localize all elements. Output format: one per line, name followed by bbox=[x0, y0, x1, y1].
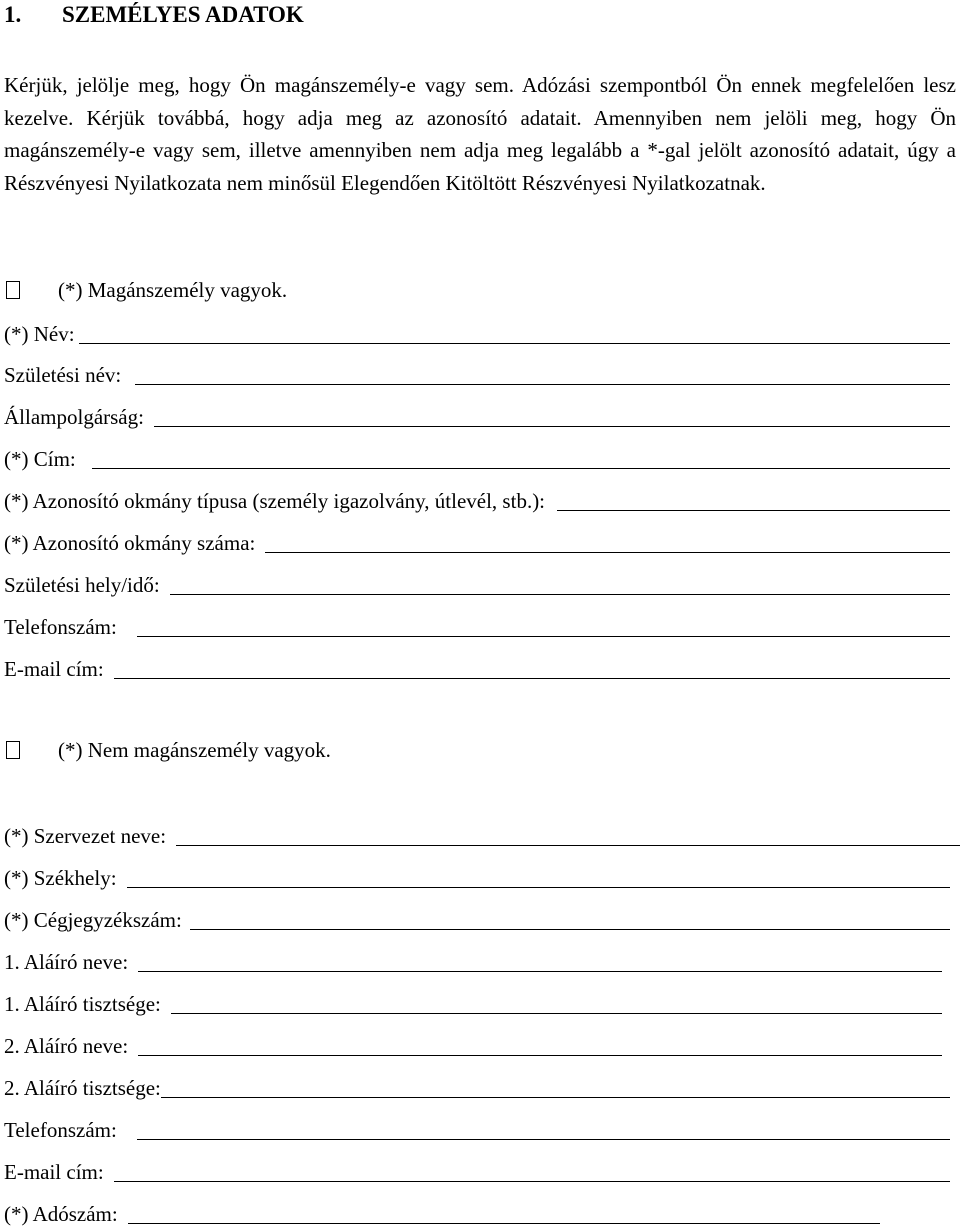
tax-number-input-line[interactable] bbox=[128, 1201, 880, 1224]
org-phone-field-row bbox=[4, 1114, 950, 1142]
citizenship-label: Állampolgárság: bbox=[4, 405, 144, 429]
phone-field-row bbox=[4, 611, 950, 639]
id-doc-type-label: (*) Azonosító okmány típusa (személy igazolvány, útlevél, stb.): bbox=[4, 489, 546, 513]
id-doc-type-input-line[interactable] bbox=[557, 488, 950, 511]
seat-label: (*) Székhely: bbox=[4, 866, 117, 890]
signer2-title-input-line[interactable] bbox=[161, 1075, 950, 1098]
birth-place-date-field-row bbox=[4, 569, 950, 597]
org-phone-input-line[interactable] bbox=[137, 1117, 950, 1140]
birth-place-date-input-line[interactable] bbox=[170, 572, 950, 595]
tax-number-field-row bbox=[4, 1198, 880, 1226]
id-doc-number-label: (*) Azonosító okmány száma: bbox=[4, 531, 256, 555]
signer2-name-label: 2. Aláíró neve: bbox=[4, 1034, 129, 1058]
registry-number-label: (*) Cégjegyzékszám: bbox=[4, 908, 182, 932]
org-email-label: E-mail cím: bbox=[4, 1160, 104, 1184]
birth-name-field-row bbox=[4, 359, 950, 387]
email-label: E-mail cím: bbox=[4, 657, 104, 681]
seat-field-row bbox=[4, 862, 950, 890]
signer2-name-field-row bbox=[4, 1030, 942, 1058]
address-label: (*) Cím: bbox=[4, 447, 76, 471]
name-field-row bbox=[4, 318, 950, 346]
birth-place-date-label: Születési hely/idő: bbox=[4, 573, 160, 597]
id-doc-number-input-line[interactable] bbox=[265, 530, 950, 553]
organization-checkbox[interactable] bbox=[6, 741, 20, 759]
tax-number-label: (*) Adószám: bbox=[4, 1202, 118, 1226]
org-email-field-row bbox=[4, 1156, 950, 1184]
birth-name-input-line[interactable] bbox=[135, 362, 950, 385]
intro-paragraph: Kérjük, jelölje meg, hogy Ön magánszemély-e vagy sem. Adózási szempontból Ön ennek megfelelően lesz kezelve. Kérjük továbbá, hogy adja meg az azonosító adatait. Amennyiben nem jelöli meg, hogy Ön magánszemély-e vagy sem, illetve amennyiben nem adja meg legalább a *-gal jelölt azonosító adatait, úgy a Részvényesi Nyilatkozata nem minősül Elegendően Kitöltött Részvényesi Nyilatkozatnak. bbox=[4, 73, 956, 195]
citizenship-input-line[interactable] bbox=[154, 404, 950, 427]
phone-input-line[interactable] bbox=[137, 614, 950, 637]
private-person-label: (*) Magánszemély vagyok. bbox=[58, 277, 288, 302]
private-person-checkbox[interactable] bbox=[6, 281, 20, 299]
signer1-title-input-line[interactable] bbox=[171, 991, 942, 1014]
registry-number-input-line[interactable] bbox=[190, 907, 950, 930]
org-name-field-row bbox=[4, 820, 960, 848]
organization-label: (*) Nem magánszemély vagyok. bbox=[58, 737, 331, 762]
organization-option[interactable] bbox=[6, 736, 331, 764]
signer2-title-field-row bbox=[4, 1072, 950, 1100]
signer2-title-label: 2. Aláíró tisztsége: bbox=[4, 1076, 161, 1100]
id-doc-type-field-row bbox=[4, 485, 950, 513]
signer1-title-label: 1. Aláíró tisztsége: bbox=[4, 992, 161, 1016]
section-heading bbox=[4, 0, 304, 30]
signer1-name-input-line[interactable] bbox=[138, 949, 942, 972]
email-field-row bbox=[4, 653, 950, 681]
section-title: SZEMÉLYES ADATOK bbox=[62, 2, 304, 27]
org-email-input-line[interactable] bbox=[114, 1159, 950, 1182]
signer1-name-label: 1. Aláíró neve: bbox=[4, 950, 129, 974]
phone-label: Telefonszám: bbox=[4, 615, 117, 639]
private-person-option[interactable] bbox=[6, 276, 287, 304]
signer1-name-field-row bbox=[4, 946, 942, 974]
birth-name-label: Születési név: bbox=[4, 363, 122, 387]
email-input-line[interactable] bbox=[114, 656, 950, 679]
id-doc-number-field-row bbox=[4, 527, 950, 555]
section-number: 1. bbox=[4, 2, 22, 27]
signer1-title-field-row bbox=[4, 988, 942, 1016]
name-label: (*) Név: bbox=[4, 322, 75, 346]
name-input-line[interactable] bbox=[79, 321, 950, 344]
org-name-input-line[interactable] bbox=[176, 823, 960, 846]
registry-number-field-row bbox=[4, 904, 950, 932]
address-input-line[interactable] bbox=[92, 446, 950, 469]
address-field-row bbox=[4, 443, 950, 471]
seat-input-line[interactable] bbox=[127, 865, 950, 888]
org-phone-label: Telefonszám: bbox=[4, 1118, 117, 1142]
org-name-label: (*) Szervezet neve: bbox=[4, 824, 167, 848]
citizenship-field-row bbox=[4, 401, 950, 429]
signer2-name-input-line[interactable] bbox=[138, 1033, 942, 1056]
